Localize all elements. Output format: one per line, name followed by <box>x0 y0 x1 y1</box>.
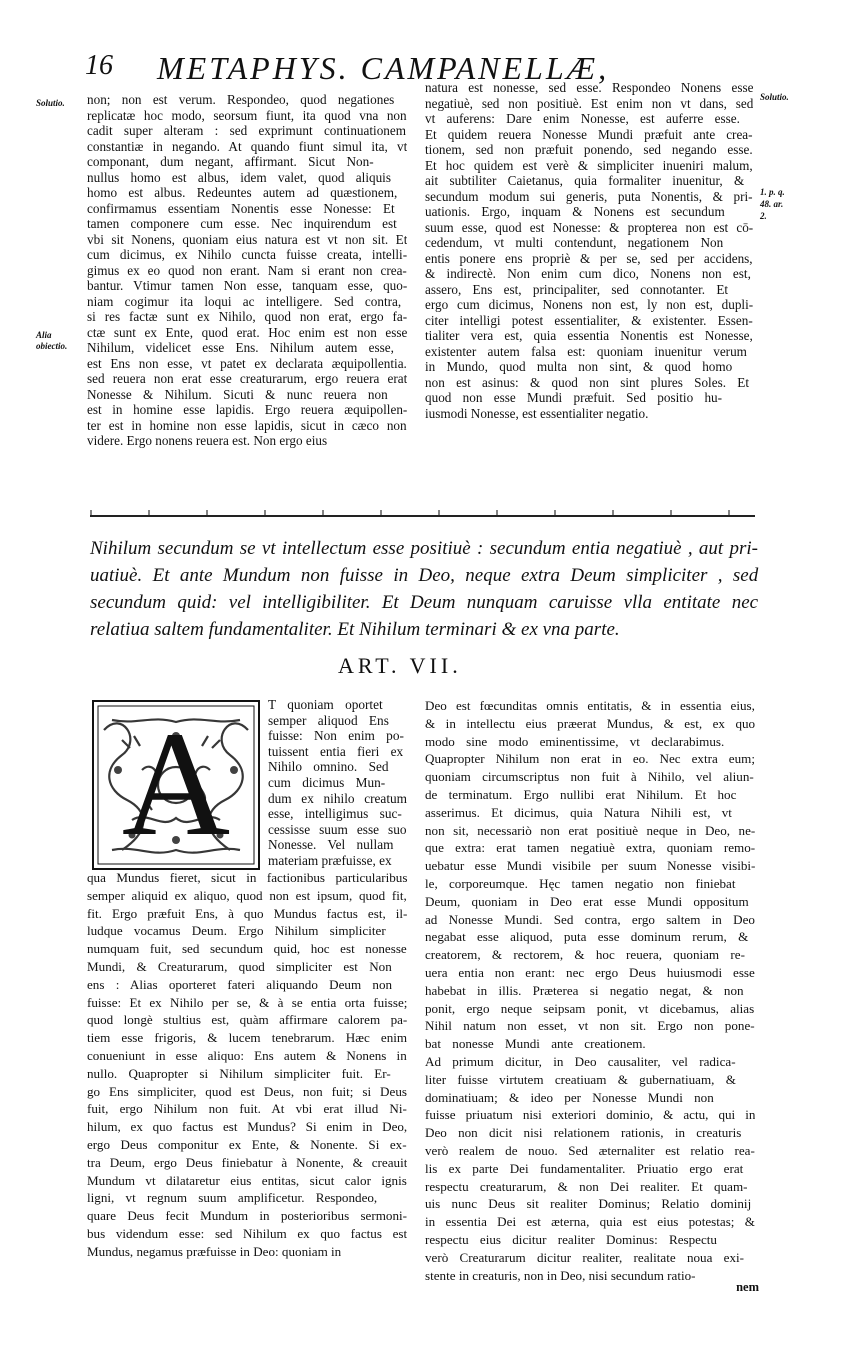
text-line: nullo. Quapropter si Nihilum simpliciter fuit. Er- <box>87 1065 391 1081</box>
text-line: Nihilo omnino. Sed <box>268 759 389 775</box>
text-line: Deo est fœcunditas omnis entitatis, & in essentia eius, <box>425 698 755 713</box>
text-line: Deo non dicit nisi relationem rationis, in creaturis <box>425 1125 742 1141</box>
text-line: numquam fuit, sed secundum quid, hoc est nonesse <box>87 941 407 957</box>
text-line: habebat in illis. Præterea si negatio negat, & non <box>425 982 744 998</box>
margin-note-solutio-left: Solutio. <box>36 98 65 108</box>
text-line: videre. Ergo nonens reuera est. Non ergo eius <box>87 433 328 448</box>
text-line: fuisse priuatum nisi exteriori dominio, & actu, qui in <box>425 1107 755 1123</box>
text-line: quare Deus fecit Mundum in posterioribus sermoni- <box>87 1208 407 1224</box>
text-line: componant, dum negant, affirmant. Sicut Non- <box>87 154 374 169</box>
text-line: ens : Alias oporteret fateri aliquando Deum non <box>87 976 393 992</box>
decorated-initial <box>92 700 260 870</box>
text-line: cum dicimus, ex Nihilo cuncta fuisse creata, intelli- <box>87 247 407 262</box>
text-line: nullus homo est albus, idem valet, quod aliquis <box>87 169 391 185</box>
margin-note-ref-1: 1. p. q. <box>760 187 785 197</box>
text-line: stente in creaturis, non in Deo, nisi secundum ratio- <box>425 1267 696 1283</box>
text-line: sed reuera non erat esse creaturarum, ergo reuera erat <box>87 371 407 386</box>
text-line: creatorem, & rectorem, & hoc reuera, quoniam re- <box>425 947 745 963</box>
catchword: nem <box>736 1280 759 1294</box>
text-line: semper aliquid ex aliquo, quod non est ipsum, quod fit, <box>87 887 407 903</box>
text-line: le, corporeumque. Hęc tamen negatio non finiebat <box>425 875 736 891</box>
text-line: tionem, sed non præfuit ponendo, sed negando esse. <box>425 142 753 157</box>
text-line: negabat esse aliquod, puta esse dominum rerum, & <box>425 929 749 945</box>
text-line: Mundum vt dilataretur eius entitas, sicut calor ignis <box>87 1172 407 1188</box>
text-line: Deum, quoniam in Deo erat esse Mundi oppositum <box>425 893 749 909</box>
text-line: Nihilum, videlicet esse Ens. Nihilum autem esse, <box>87 340 394 355</box>
text-line: ergo cum dicimus, Nonens non est, ly non est, dupli- <box>425 297 753 312</box>
text-line: quoniam circumscriptus non fuit à Nihilo, vel aliun- <box>425 769 754 785</box>
text-line: tamen componere cum esse. Nec inquirendum est <box>87 216 397 231</box>
text-line: ergo Deus componitur ex Ente, & Nonente. Si ex- <box>87 1136 407 1152</box>
text-line: conueniunt in esse aliquo: Ens autem & Nonens in <box>87 1047 407 1063</box>
text-line: esse, intelligimus suc- <box>268 806 402 822</box>
text-line: liter fuisse virtutem creatiuam & gubernatiuam, & <box>425 1071 736 1087</box>
text-line: tiem esse frigoris, & lucem tenebrarum. Hæc enim <box>87 1030 407 1046</box>
text-line: in essentia Dei est æterna, quia est eius potestas; & <box>425 1214 755 1230</box>
text-line: de terminatum. Ergo nullibi erat Nihilum. Et hoc <box>425 786 737 802</box>
margin-note-ref-2: 48. ar. <box>760 199 784 209</box>
text-line: ter est in homine non esse lapidis, sicut in cæco non <box>87 417 407 433</box>
text-line: hilum, ex quo factus est Mundus? Si enim in Deo, <box>87 1119 407 1135</box>
article-summary <box>90 535 758 643</box>
text-line: vbi sit Nonens, quoniam eius natura est vt non sit. Et <box>87 231 407 247</box>
text-line: modo sine modo eminentissime, vt declarabimus. <box>425 733 725 749</box>
text-beside-initial <box>268 697 407 869</box>
text-line: cum dicimus Mun- <box>268 774 386 790</box>
text-line: respectu creaturarum, & non Dei realiter. Et quam- <box>425 1178 748 1194</box>
text-line: tialiter vera est, quia essentia Nonentis est Nonesse, <box>425 328 753 343</box>
bottom-right-column <box>425 697 755 1284</box>
text-line: Mundi, & Creaturarum, quod simpliciter est Non <box>87 958 392 974</box>
text-line: T quoniam oportet <box>268 697 383 712</box>
text-line: cessisse suum esse suo <box>268 821 407 837</box>
text-line: homo est albus. Redeuntes autem ad quæstionem, <box>87 185 398 200</box>
text-line: gimus ex eo quod non erant. Nam si erant non crea- <box>87 262 407 278</box>
text-line: tra Deum, ergo Deus finiebatur à Nonente, & creauit <box>87 1154 407 1170</box>
top-right-column <box>425 80 753 421</box>
text-line: entis ponere ens propriè & per se, sed per accidens, <box>425 250 753 266</box>
text-line: uationis. Ergo, inquam & Nonens est secundum <box>425 204 725 219</box>
margin-note-ref-3: 2. <box>760 211 767 221</box>
bottom-left-column <box>87 869 407 1261</box>
text-line: Nonesse & Nihilum. Sicuti & nunc reuera non <box>87 386 388 402</box>
text-line: quod non esse Mundi præfuit. Sed positio hu- <box>425 390 723 405</box>
text-line: lis ex parte Dei fundamentaliter. Priuatio ergo erat <box>425 1160 744 1176</box>
text-line: fit. Ergo præfuit Ens, à quo Mundus factus est, il- <box>87 905 407 921</box>
text-line: ponit, ergo neque seipsam ponit, vt dicebamus, alias <box>425 1000 755 1016</box>
margin-note-alia: Alia <box>36 330 52 340</box>
top-left-column <box>87 92 407 449</box>
article-heading: ART. VII. <box>338 653 462 678</box>
running-title: METAPHYS. CAMPANELLÆ, <box>157 50 610 86</box>
text-line: Ad primum dicitur, in Deo causaliter, vel radica- <box>425 1053 736 1069</box>
text-line: uera entia non erant: nec ergo Deus huiusmodi esse <box>425 964 755 980</box>
text-line: assero, Ens est, principaliter, sed connotanter. Et <box>425 281 729 297</box>
text-line: constantiæ in negando. At quando fiunt simul ita, vt <box>87 138 407 154</box>
text-line: Nihilum secundum se vt intellectum esse positiuè : secundum entia negatiuè , aut pri- <box>90 538 758 559</box>
text-line: non est asinus: & quod non sint plures Soles. Et <box>425 374 750 390</box>
ornamental-rule <box>90 515 755 517</box>
text-line: & in intellectu eius præerat Mundus, & est, ex quo <box>425 715 755 731</box>
text-line: ait subtiliter Caietanus, quia formaliter inuenitur, & <box>425 173 745 188</box>
text-line: Mundus, negamus præfuisse in Deo: quoniam in <box>87 1243 342 1259</box>
text-line: uebatur esse Mundi visibile per suum Nonesse visibi- <box>425 858 755 874</box>
margin-note-solutio-right: Solutio. <box>760 92 789 102</box>
text-line: fuisse: Non enim po- <box>268 728 404 744</box>
text-line: verò realem de nouo. Sed æternaliter est relatio rea- <box>425 1142 755 1158</box>
text-line: materiam præfuisse, ex <box>268 852 392 868</box>
text-line: que extra: erat tamen negatiuè extra, quoniam remo- <box>425 840 755 856</box>
text-line: natura est nonesse, sed esse. Respondeo Nonens esse <box>425 80 753 95</box>
text-line: cadit super alteram : sed exprimunt continuationem <box>87 123 406 138</box>
text-line: bus videndum esse: sed Nihilum ex quo factus est <box>87 1225 407 1241</box>
text-line: non sit, necessariò non erat positiuè neque in Deo, ne- <box>425 822 755 838</box>
text-line: negatiuè, sed non positiuè. Est enim non vt dans, sed <box>425 95 753 111</box>
text-line: ad Nonesse Mundi. Sed contra, ergo saltem in Deo <box>425 911 755 927</box>
text-line: bat nonesse Mundi ante creationem. <box>425 1036 646 1052</box>
page-number: 16 <box>85 50 113 81</box>
text-line: Quapropter Nihilum non erat in eo. Nec extra eum; <box>425 751 755 767</box>
text-line: suum esse, quod est Nonesse: & propterea non est cō- <box>425 219 753 235</box>
text-line: in Mundo, quod multa non sint, & quod homo <box>425 359 733 374</box>
text-line: secundum modum sui generis, puta Nonentis, & pri- <box>425 188 753 204</box>
text-line: citer intelligi potest essentialiter, & existenter. Essen- <box>425 312 753 328</box>
text-line: ligni, vt regnum suum amplificetur. Respondeo, <box>87 1190 378 1206</box>
text-line: si res factæ sunt ex Nihilo, quod non erat, ergo fa- <box>87 309 407 324</box>
text-line: Nihil natum non esset, vt non sit. Ergo non pone- <box>425 1018 755 1034</box>
text-line: qua Mundus fieret, sicut in factionibus particularibus <box>87 870 407 885</box>
text-line: fuisse: Et ex Nihilo per se, & à se entia orta fuisse; <box>87 994 407 1010</box>
text-line: niam cogimur ita loqui ac intelligere. Sed contra, <box>87 293 402 309</box>
text-line: uis nunc Deus sit realiter Dominus; Relatio dominij <box>425 1196 752 1212</box>
text-line: respectu eius dicitur realiter Dominus: Respectu <box>425 1231 717 1247</box>
text-line: dominatiuam; & ideo per Nonesse Mundi non <box>425 1089 714 1105</box>
text-line: & indirectè. Non enim cum dico, Nonens non est, <box>425 266 751 281</box>
text-line: est in homine esse lapidis. Ergo reuera æquipollen- <box>87 402 407 417</box>
text-line: fuit, ergo Nihilum non fuit. At vbi erat illud Ni- <box>87 1101 407 1117</box>
text-line: cedendum, vt multi contendunt, negationem Non <box>425 235 724 250</box>
text-line: quod longè stultius est, quàm affirmare calorem pa- <box>87 1012 407 1028</box>
text-line: confirmamus essentiam Nonentis esse Nonesse: Et <box>87 200 395 216</box>
text-line: tuissent entia fieri ex <box>268 743 404 759</box>
text-line: Et quidem reuera Nonesse Mundi præfuit ante crea- <box>425 126 753 142</box>
text-line: secundum quid: vel intelligibiliter. Et Deum nunquam caruisse vlla entitate nec <box>90 592 759 613</box>
text-line: ctæ sunt ex Ente, quod erat. Hoc enim est non esse <box>87 324 407 340</box>
text-line: relatiua saltem fundamentaliter. Et Nihilum terminari & ex vna parte. <box>90 619 620 640</box>
text-line: Nonesse. Vel nullam <box>268 837 394 853</box>
text-line: replicatæ hoc modo, seorsum fiunt, ita quod vna non <box>87 107 407 123</box>
text-line: uatiuè. Et ante Mundum non fuisse in Deo, neque extra Deum simpliciter , sed <box>90 565 759 586</box>
text-line: go Ens simpliciter, quod est Deus, non fuit; si Deus <box>87 1083 407 1099</box>
text-line: verò Creaturarum dicitur realiter, realitate noua exi- <box>425 1249 745 1265</box>
text-line: Et hoc quidem est verè & simpliciter inueniri malum, <box>425 157 753 173</box>
text-line: non; non est verum. Respondeo, quod negationes <box>87 92 395 107</box>
text-line: existenter autem falsa est: quoniam inuenitur verum <box>425 343 747 359</box>
text-line: ludque vocamus Deum. Ergo Nihilum simpliciter <box>87 923 386 939</box>
text-line: est Ens non esse, vt patet ex declarata æquipollentia. <box>87 355 407 371</box>
text-line: semper aliquod Ens <box>268 712 389 728</box>
margin-note-obiectio: obiectio. <box>36 341 68 351</box>
text-line: bantur. Vtimur tamen Non esse, tanquam esse, quo- <box>87 278 407 293</box>
drop-cap-letter: A <box>121 701 231 867</box>
text-line: vt auferens: Dare enim Nonesse, est auferre esse. <box>425 111 740 126</box>
text-line: iusmodi Nonesse, est essentialiter negatio. <box>425 405 649 421</box>
text-line: asserimus. Et dicimus, quia Natura Nihili est, vt <box>425 804 732 820</box>
text-line: dum ex nihilo creatum <box>268 790 407 806</box>
